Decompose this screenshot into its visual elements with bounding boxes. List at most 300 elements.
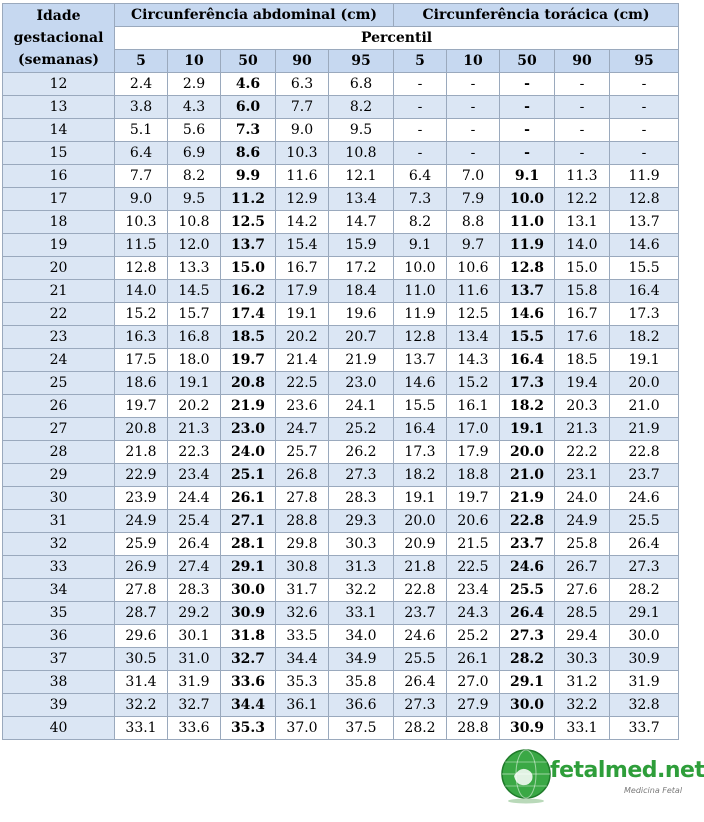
gestational-age-cell: 26 <box>3 395 115 418</box>
value-cell: 33.1 <box>555 717 610 740</box>
value-cell: 25.5 <box>500 579 555 602</box>
value-cell: 11.9 <box>394 303 447 326</box>
value-cell: 7.7 <box>115 165 168 188</box>
thoracic-circumference-header: Circunferência torácica (cm) <box>394 4 679 27</box>
value-cell: 30.9 <box>500 717 555 740</box>
value-cell: 26.4 <box>168 533 221 556</box>
value-cell: 10.3 <box>115 211 168 234</box>
value-cell: 27.9 <box>447 694 500 717</box>
value-cell: - <box>555 73 610 96</box>
value-cell: 31.0 <box>168 648 221 671</box>
gestational-age-cell: 30 <box>3 487 115 510</box>
value-cell: 19.1 <box>394 487 447 510</box>
percentile-abdominal-50: 50 <box>221 50 276 73</box>
value-cell: - <box>610 96 679 119</box>
value-cell: 20.7 <box>329 326 394 349</box>
table-row <box>3 717 679 740</box>
value-cell: - <box>394 73 447 96</box>
table-row <box>3 510 679 533</box>
value-cell: 21.3 <box>168 418 221 441</box>
gestational-age-cell: 27 <box>3 418 115 441</box>
value-cell: 17.9 <box>447 441 500 464</box>
percentile-abdominal-90: 90 <box>276 50 329 73</box>
table-row <box>3 579 679 602</box>
percentile-thoracic-95: 95 <box>610 50 679 73</box>
gestational-age-cell: 34 <box>3 579 115 602</box>
value-cell: 26.2 <box>329 441 394 464</box>
value-cell: 12.8 <box>610 188 679 211</box>
value-cell: 29.3 <box>329 510 394 533</box>
value-cell: 24.0 <box>221 441 276 464</box>
value-cell: 37.0 <box>276 717 329 740</box>
value-cell: 15.5 <box>610 257 679 280</box>
value-cell: - <box>555 142 610 165</box>
value-cell: 7.3 <box>394 188 447 211</box>
value-cell: 24.1 <box>329 395 394 418</box>
value-cell: 25.7 <box>276 441 329 464</box>
value-cell: 27.1 <box>221 510 276 533</box>
value-cell: 7.9 <box>447 188 500 211</box>
value-cell: 32.8 <box>610 694 679 717</box>
value-cell: 17.0 <box>447 418 500 441</box>
value-cell: 15.5 <box>500 326 555 349</box>
value-cell: 10.3 <box>276 142 329 165</box>
value-cell: 19.1 <box>276 303 329 326</box>
value-cell: 10.8 <box>329 142 394 165</box>
value-cell: 11.5 <box>115 234 168 257</box>
value-cell: 7.3 <box>221 119 276 142</box>
gestational-age-header: Idade gestacional (semanas) <box>3 4 115 73</box>
value-cell: 29.2 <box>168 602 221 625</box>
value-cell: 19.1 <box>168 372 221 395</box>
value-cell: 6.4 <box>394 165 447 188</box>
value-cell: 11.0 <box>500 211 555 234</box>
value-cell: 12.8 <box>115 257 168 280</box>
value-cell: 14.0 <box>115 280 168 303</box>
value-cell: 33.7 <box>610 717 679 740</box>
value-cell: 10.8 <box>168 211 221 234</box>
value-cell: 17.5 <box>115 349 168 372</box>
value-cell: 13.7 <box>394 349 447 372</box>
value-cell: 12.0 <box>168 234 221 257</box>
value-cell: 28.8 <box>276 510 329 533</box>
value-cell: 17.3 <box>394 441 447 464</box>
value-cell: 33.6 <box>168 717 221 740</box>
value-cell: 19.7 <box>221 349 276 372</box>
value-cell: 18.5 <box>221 326 276 349</box>
value-cell: 27.0 <box>447 671 500 694</box>
value-cell: 23.4 <box>447 579 500 602</box>
table-row <box>3 234 679 257</box>
value-cell: 21.9 <box>221 395 276 418</box>
value-cell: 20.2 <box>168 395 221 418</box>
percentile-thoracic-5: 5 <box>394 50 447 73</box>
value-cell: 22.5 <box>276 372 329 395</box>
gestational-age-cell: 25 <box>3 372 115 395</box>
table-row <box>3 602 679 625</box>
value-cell: 14.6 <box>394 372 447 395</box>
value-cell: 6.0 <box>221 96 276 119</box>
value-cell: 26.1 <box>221 487 276 510</box>
value-cell: 18.4 <box>329 280 394 303</box>
value-cell: - <box>447 119 500 142</box>
table-row <box>3 73 679 96</box>
value-cell: - <box>610 119 679 142</box>
value-cell: 23.0 <box>221 418 276 441</box>
value-cell: 28.7 <box>115 602 168 625</box>
table-row <box>3 395 679 418</box>
value-cell: 34.0 <box>329 625 394 648</box>
value-cell: 15.8 <box>555 280 610 303</box>
value-cell: 19.1 <box>610 349 679 372</box>
value-cell: 11.9 <box>610 165 679 188</box>
value-cell: 16.4 <box>394 418 447 441</box>
value-cell: 31.7 <box>276 579 329 602</box>
logo-tagline: Medicina Fetal <box>624 786 683 795</box>
value-cell: 34.4 <box>221 694 276 717</box>
gestational-age-cell: 13 <box>3 96 115 119</box>
gestational-age-cell: 33 <box>3 556 115 579</box>
value-cell: 16.4 <box>500 349 555 372</box>
gestational-age-cell: 36 <box>3 625 115 648</box>
percentile-header: Percentil <box>115 27 679 50</box>
value-cell: 32.7 <box>168 694 221 717</box>
value-cell: 29.1 <box>221 556 276 579</box>
value-cell: 24.0 <box>555 487 610 510</box>
value-cell: 30.5 <box>115 648 168 671</box>
value-cell: 20.3 <box>555 395 610 418</box>
value-cell: 32.2 <box>555 694 610 717</box>
value-cell: 21.9 <box>329 349 394 372</box>
value-cell: 30.3 <box>329 533 394 556</box>
value-cell: 13.7 <box>610 211 679 234</box>
value-cell: 24.4 <box>168 487 221 510</box>
value-cell: 27.6 <box>555 579 610 602</box>
value-cell: 35.3 <box>221 717 276 740</box>
table-row <box>3 464 679 487</box>
value-cell: 13.7 <box>221 234 276 257</box>
value-cell: 18.5 <box>555 349 610 372</box>
value-cell: 12.2 <box>555 188 610 211</box>
value-cell: 20.2 <box>276 326 329 349</box>
value-cell: 28.2 <box>500 648 555 671</box>
value-cell: - <box>500 73 555 96</box>
gestational-age-cell: 15 <box>3 142 115 165</box>
value-cell: 17.4 <box>221 303 276 326</box>
value-cell: 5.6 <box>168 119 221 142</box>
value-cell: 16.7 <box>555 303 610 326</box>
gestational-age-cell: 35 <box>3 602 115 625</box>
value-cell: 22.5 <box>447 556 500 579</box>
value-cell: - <box>500 142 555 165</box>
gestational-age-cell: 32 <box>3 533 115 556</box>
value-cell: 14.5 <box>168 280 221 303</box>
abdominal-circumference-header: Circunferência abdominal (cm) <box>115 4 394 27</box>
value-cell: 15.4 <box>276 234 329 257</box>
table-row <box>3 303 679 326</box>
value-cell: 24.9 <box>115 510 168 533</box>
value-cell: 11.6 <box>276 165 329 188</box>
value-cell: 9.5 <box>329 119 394 142</box>
value-cell: 3.8 <box>115 96 168 119</box>
value-cell: 12.5 <box>221 211 276 234</box>
value-cell: 26.4 <box>394 671 447 694</box>
value-cell: 11.9 <box>500 234 555 257</box>
value-cell: 21.8 <box>394 556 447 579</box>
percentile-thoracic-50: 50 <box>500 50 555 73</box>
percentile-abdominal-5: 5 <box>115 50 168 73</box>
value-cell: 33.1 <box>115 717 168 740</box>
value-cell: 30.0 <box>500 694 555 717</box>
value-cell: 8.2 <box>394 211 447 234</box>
table-row <box>3 533 679 556</box>
value-cell: 28.5 <box>555 602 610 625</box>
gestational-age-cell: 38 <box>3 671 115 694</box>
value-cell: 24.9 <box>555 510 610 533</box>
value-cell: 19.7 <box>447 487 500 510</box>
value-cell: 15.2 <box>115 303 168 326</box>
gestational-age-cell: 12 <box>3 73 115 96</box>
value-cell: 8.2 <box>168 165 221 188</box>
table-row <box>3 188 679 211</box>
value-cell: 31.8 <box>221 625 276 648</box>
value-cell: 11.0 <box>394 280 447 303</box>
value-cell: 13.7 <box>500 280 555 303</box>
value-cell: 26.9 <box>115 556 168 579</box>
value-cell: 12.8 <box>394 326 447 349</box>
percentile-abdominal-95: 95 <box>329 50 394 73</box>
percentile-thoracic-10: 10 <box>447 50 500 73</box>
value-cell: 14.6 <box>610 234 679 257</box>
value-cell: 16.7 <box>276 257 329 280</box>
table-row <box>3 211 679 234</box>
value-cell: 27.4 <box>168 556 221 579</box>
value-cell: 18.0 <box>168 349 221 372</box>
table-row <box>3 326 679 349</box>
value-cell: 31.9 <box>168 671 221 694</box>
value-cell: 30.1 <box>168 625 221 648</box>
value-cell: 17.2 <box>329 257 394 280</box>
value-cell: 16.2 <box>221 280 276 303</box>
percentile-table <box>2 3 679 740</box>
value-cell: 33.5 <box>276 625 329 648</box>
gestational-age-cell: 14 <box>3 119 115 142</box>
value-cell: 26.1 <box>447 648 500 671</box>
value-cell: 12.8 <box>500 257 555 280</box>
value-cell: 6.3 <box>276 73 329 96</box>
value-cell: 21.9 <box>500 487 555 510</box>
value-cell: 19.4 <box>555 372 610 395</box>
value-cell: 30.0 <box>221 579 276 602</box>
value-cell: 19.7 <box>115 395 168 418</box>
value-cell: 18.2 <box>394 464 447 487</box>
value-cell: - <box>447 73 500 96</box>
table-row <box>3 441 679 464</box>
value-cell: 24.7 <box>276 418 329 441</box>
value-cell: 21.0 <box>500 464 555 487</box>
value-cell: 18.6 <box>115 372 168 395</box>
value-cell: - <box>394 96 447 119</box>
value-cell: 23.0 <box>329 372 394 395</box>
value-cell: 12.1 <box>329 165 394 188</box>
value-cell: 7.7 <box>276 96 329 119</box>
table-row <box>3 142 679 165</box>
value-cell: 19.6 <box>329 303 394 326</box>
value-cell: 13.3 <box>168 257 221 280</box>
gestational-age-cell: 31 <box>3 510 115 533</box>
value-cell: 30.3 <box>555 648 610 671</box>
value-cell: 32.2 <box>115 694 168 717</box>
value-cell: 14.3 <box>447 349 500 372</box>
value-cell: 28.8 <box>447 717 500 740</box>
value-cell: 33.6 <box>221 671 276 694</box>
value-cell: 25.8 <box>555 533 610 556</box>
value-cell: 25.2 <box>447 625 500 648</box>
value-cell: 15.5 <box>394 395 447 418</box>
gestational-age-cell: 37 <box>3 648 115 671</box>
value-cell: 22.3 <box>168 441 221 464</box>
value-cell: 35.8 <box>329 671 394 694</box>
value-cell: 20.6 <box>447 510 500 533</box>
value-cell: 5.1 <box>115 119 168 142</box>
value-cell: 25.9 <box>115 533 168 556</box>
table-row <box>3 280 679 303</box>
value-cell: 20.0 <box>500 441 555 464</box>
value-cell: 23.6 <box>276 395 329 418</box>
value-cell: 13.4 <box>329 188 394 211</box>
value-cell: 10.0 <box>500 188 555 211</box>
value-cell: 8.2 <box>329 96 394 119</box>
value-cell: 17.3 <box>500 372 555 395</box>
value-cell: 15.0 <box>221 257 276 280</box>
value-cell: 25.2 <box>329 418 394 441</box>
gestational-age-cell: 22 <box>3 303 115 326</box>
value-cell: 16.4 <box>610 280 679 303</box>
table-row <box>3 487 679 510</box>
value-cell: 36.1 <box>276 694 329 717</box>
value-cell: 26.7 <box>555 556 610 579</box>
value-cell: 30.9 <box>221 602 276 625</box>
value-cell: 23.9 <box>115 487 168 510</box>
value-cell: 23.7 <box>394 602 447 625</box>
gestational-age-cell: 20 <box>3 257 115 280</box>
value-cell: 21.8 <box>115 441 168 464</box>
value-cell: 21.0 <box>610 395 679 418</box>
value-cell: 29.1 <box>500 671 555 694</box>
value-cell: 14.2 <box>276 211 329 234</box>
value-cell: 24.6 <box>500 556 555 579</box>
value-cell: 30.0 <box>610 625 679 648</box>
value-cell: 27.3 <box>500 625 555 648</box>
value-cell: 14.7 <box>329 211 394 234</box>
value-cell: 8.6 <box>221 142 276 165</box>
value-cell: 25.1 <box>221 464 276 487</box>
value-cell: 10.6 <box>447 257 500 280</box>
gestational-age-cell: 16 <box>3 165 115 188</box>
value-cell: 22.8 <box>610 441 679 464</box>
value-cell: 20.0 <box>610 372 679 395</box>
value-cell: 20.8 <box>221 372 276 395</box>
table-row <box>3 648 679 671</box>
value-cell: - <box>610 73 679 96</box>
value-cell: 22.2 <box>555 441 610 464</box>
gestational-age-cell: 19 <box>3 234 115 257</box>
gestational-age-cell: 40 <box>3 717 115 740</box>
value-cell: 22.8 <box>500 510 555 533</box>
value-cell: - <box>555 96 610 119</box>
table-row <box>3 625 679 648</box>
value-cell: 9.9 <box>221 165 276 188</box>
value-cell: 30.8 <box>276 556 329 579</box>
value-cell: 26.4 <box>610 533 679 556</box>
value-cell: 15.2 <box>447 372 500 395</box>
value-cell: 24.6 <box>610 487 679 510</box>
value-cell: 26.4 <box>500 602 555 625</box>
value-cell: 4.6 <box>221 73 276 96</box>
value-cell: 16.8 <box>168 326 221 349</box>
gestational-age-cell: 24 <box>3 349 115 372</box>
value-cell: 15.9 <box>329 234 394 257</box>
value-cell: 33.1 <box>329 602 394 625</box>
value-cell: 34.9 <box>329 648 394 671</box>
value-cell: 25.5 <box>610 510 679 533</box>
value-cell: 18.2 <box>500 395 555 418</box>
value-cell: 23.1 <box>555 464 610 487</box>
fetalmed-logo <box>498 742 704 804</box>
value-cell: 9.0 <box>115 188 168 211</box>
value-cell: 28.2 <box>610 579 679 602</box>
value-cell: - <box>500 96 555 119</box>
value-cell: 17.9 <box>276 280 329 303</box>
value-cell: 23.7 <box>500 533 555 556</box>
value-cell: 9.1 <box>394 234 447 257</box>
value-cell: - <box>447 96 500 119</box>
table-row <box>3 257 679 280</box>
value-cell: 9.7 <box>447 234 500 257</box>
gestational-age-cell: 28 <box>3 441 115 464</box>
logo-wordmark: fetalmed.net <box>550 758 704 783</box>
table-row <box>3 372 679 395</box>
gestational-age-cell: 17 <box>3 188 115 211</box>
value-cell: 2.4 <box>115 73 168 96</box>
percentile-abdominal-10: 10 <box>168 50 221 73</box>
value-cell: 29.8 <box>276 533 329 556</box>
value-cell: 14.0 <box>555 234 610 257</box>
value-cell: 31.3 <box>329 556 394 579</box>
value-cell: 27.3 <box>610 556 679 579</box>
value-cell: 7.0 <box>447 165 500 188</box>
table-row <box>3 96 679 119</box>
value-cell: 23.7 <box>610 464 679 487</box>
gestational-age-cell: 18 <box>3 211 115 234</box>
value-cell: 19.1 <box>500 418 555 441</box>
value-cell: 2.9 <box>168 73 221 96</box>
value-cell: 11.3 <box>555 165 610 188</box>
value-cell: 16.3 <box>115 326 168 349</box>
value-cell: 31.9 <box>610 671 679 694</box>
value-cell: 8.8 <box>447 211 500 234</box>
value-cell: 4.3 <box>168 96 221 119</box>
value-cell: 20.0 <box>394 510 447 533</box>
value-cell: 20.9 <box>394 533 447 556</box>
table-row <box>3 119 679 142</box>
table-row <box>3 694 679 717</box>
value-cell: 16.1 <box>447 395 500 418</box>
value-cell: 21.4 <box>276 349 329 372</box>
value-cell: 18.2 <box>610 326 679 349</box>
value-cell: 29.6 <box>115 625 168 648</box>
value-cell: 30.9 <box>610 648 679 671</box>
